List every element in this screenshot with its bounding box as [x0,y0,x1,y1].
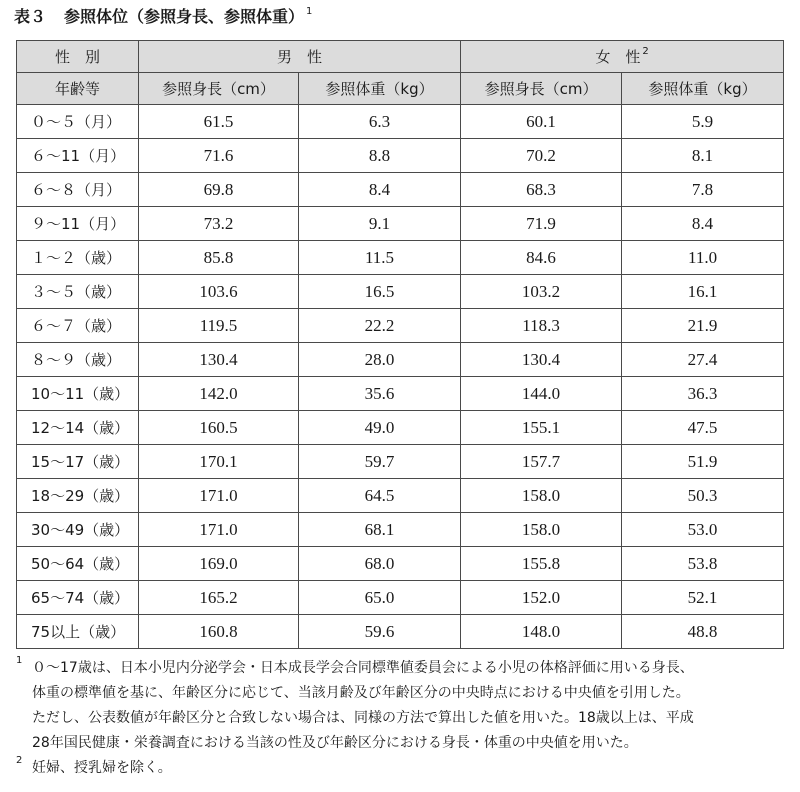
cell-female-height: 118.3 [461,309,622,343]
header-row-sex [17,41,784,73]
cell-female-weight: 5.9 [622,105,784,139]
cell-female-weight: 21.9 [622,309,784,343]
cell-male-weight: 16.5 [299,275,461,309]
cell-female-height: 158.0 [461,479,622,513]
cell-age: ６～８（月） [17,173,139,207]
header-female-label: 女 性 [595,48,641,66]
cell-male-height: 85.8 [139,241,299,275]
cell-female-height: 157.7 [461,445,622,479]
footnote-line: 妊婦、授乳婦を除く。 [32,760,172,776]
cell-female-height: 103.2 [461,275,622,309]
cell-female-weight: 47.5 [622,411,784,445]
table-row [17,581,784,615]
table-row [17,513,784,547]
cell-male-weight: 6.3 [299,105,461,139]
cell-female-weight: 27.4 [622,343,784,377]
cell-age: 50～64（歳） [17,547,139,581]
table-caption: 参照体位（参照身長、参照体重） [64,7,305,26]
cell-female-height: 144.0 [461,377,622,411]
table-row [17,241,784,275]
cell-female-weight: 11.0 [622,241,784,275]
cell-age: ６～７（歳） [17,309,139,343]
cell-female-weight: 8.4 [622,207,784,241]
header-sex: 性 別 [17,41,139,73]
table-row [17,479,784,513]
cell-female-weight: 36.3 [622,377,784,411]
cell-male-weight: 65.0 [299,581,461,615]
cell-female-height: 84.6 [461,241,622,275]
cell-female-height: 70.2 [461,139,622,173]
cell-female-height: 155.8 [461,547,622,581]
table-row [17,309,784,343]
cell-age: ６～11（月） [17,139,139,173]
cell-male-weight: 22.2 [299,309,461,343]
header-female-weight: 参照体重（kg） [622,73,784,105]
cell-age: ０～５（月） [17,105,139,139]
cell-age: 12～14（歳） [17,411,139,445]
cell-female-height: 158.0 [461,513,622,547]
cell-female-weight: 48.8 [622,615,784,649]
cell-female-weight: 51.9 [622,445,784,479]
cell-male-weight: 59.7 [299,445,461,479]
cell-male-weight: 8.4 [299,173,461,207]
table-title [14,6,312,32]
cell-male-height: 169.0 [139,547,299,581]
cell-male-weight: 64.5 [299,479,461,513]
cell-male-weight: 35.6 [299,377,461,411]
footnote-line: 28年国民健康・栄養調査における当該の性及び年齢区分における身長・体重の中央値を用いた。 [32,735,638,751]
table-row [17,343,784,377]
cell-male-height: 103.6 [139,275,299,309]
table-row [17,207,784,241]
cell-male-height: 71.6 [139,139,299,173]
table-row [17,275,784,309]
title-footnote-mark: 1 [306,6,313,17]
header-age: 年齢等 [17,73,139,105]
table-body [17,105,784,649]
cell-age: 30～49（歳） [17,513,139,547]
cell-male-weight: 11.5 [299,241,461,275]
cell-male-height: 119.5 [139,309,299,343]
cell-male-weight: 68.1 [299,513,461,547]
footnote-mark: 1 [16,655,23,666]
header-male-weight: 参照体重（kg） [299,73,461,105]
cell-age: 18～29（歳） [17,479,139,513]
table-row [17,139,784,173]
table-row [17,615,784,649]
cell-female-height: 148.0 [461,615,622,649]
table-row [17,411,784,445]
cell-male-weight: 28.0 [299,343,461,377]
cell-male-height: 170.1 [139,445,299,479]
footnotes [16,656,786,781]
footnote-mark: 2 [16,755,23,766]
cell-female-weight: 53.8 [622,547,784,581]
cell-age: ８～９（歳） [17,343,139,377]
cell-male-height: 130.4 [139,343,299,377]
cell-male-height: 165.2 [139,581,299,615]
table-row [17,173,784,207]
cell-age: １～２（歳） [17,241,139,275]
cell-male-height: 142.0 [139,377,299,411]
cell-female-height: 71.9 [461,207,622,241]
cell-female-height: 130.4 [461,343,622,377]
header-male-label: 男 性 [277,48,323,66]
cell-age: 15～17（歳） [17,445,139,479]
footnote-line: ０～17歳は、日本小児内分泌学会・日本成長学会合同標準値委員会による小児の体格評価に用いる身長、 [32,660,694,676]
footnote-1 [16,656,786,756]
cell-age: 75以上（歳） [17,615,139,649]
cell-male-height: 73.2 [139,207,299,241]
cell-female-weight: 8.1 [622,139,784,173]
cell-male-weight: 59.6 [299,615,461,649]
cell-male-height: 69.8 [139,173,299,207]
cell-male-height: 171.0 [139,513,299,547]
header-male-height: 参照身長（cm） [139,73,299,105]
cell-female-height: 68.3 [461,173,622,207]
cell-age: 10～11（歳） [17,377,139,411]
cell-female-height: 152.0 [461,581,622,615]
table-row [17,105,784,139]
cell-female-weight: 7.8 [622,173,784,207]
cell-male-weight: 8.8 [299,139,461,173]
cell-age: ３～５（歳） [17,275,139,309]
cell-age: 65～74（歳） [17,581,139,615]
footnote-line: ただし、公表数値が年齢区分と合致しない場合は、同様の方法で算出した値を用いた。18歳以上は、平成 [32,710,694,726]
cell-male-height: 61.5 [139,105,299,139]
cell-age: ９～11（月） [17,207,139,241]
footnote-line: 体重の標準値を基に、年齢区分に応じて、当該月齢及び年齢区分の中央時点における中央値を引用した。 [32,685,690,701]
cell-male-weight: 68.0 [299,547,461,581]
cell-female-weight: 50.3 [622,479,784,513]
table-row [17,547,784,581]
cell-male-height: 160.5 [139,411,299,445]
cell-male-height: 160.8 [139,615,299,649]
cell-female-weight: 52.1 [622,581,784,615]
header-male [139,41,461,73]
cell-female-weight: 53.0 [622,513,784,547]
header-female [461,41,784,73]
header-female-height: 参照身長（cm） [461,73,622,105]
cell-male-weight: 9.1 [299,207,461,241]
cell-male-height: 171.0 [139,479,299,513]
cell-female-weight: 16.1 [622,275,784,309]
reference-body-size-table [16,40,784,649]
table-row [17,377,784,411]
footnote-2 [16,756,786,781]
cell-male-weight: 49.0 [299,411,461,445]
table-number: 表３ [14,7,47,26]
female-footnote-mark: 2 [642,46,649,57]
cell-female-height: 155.1 [461,411,622,445]
table-row [17,445,784,479]
header-row-columns [17,73,784,105]
cell-female-height: 60.1 [461,105,622,139]
